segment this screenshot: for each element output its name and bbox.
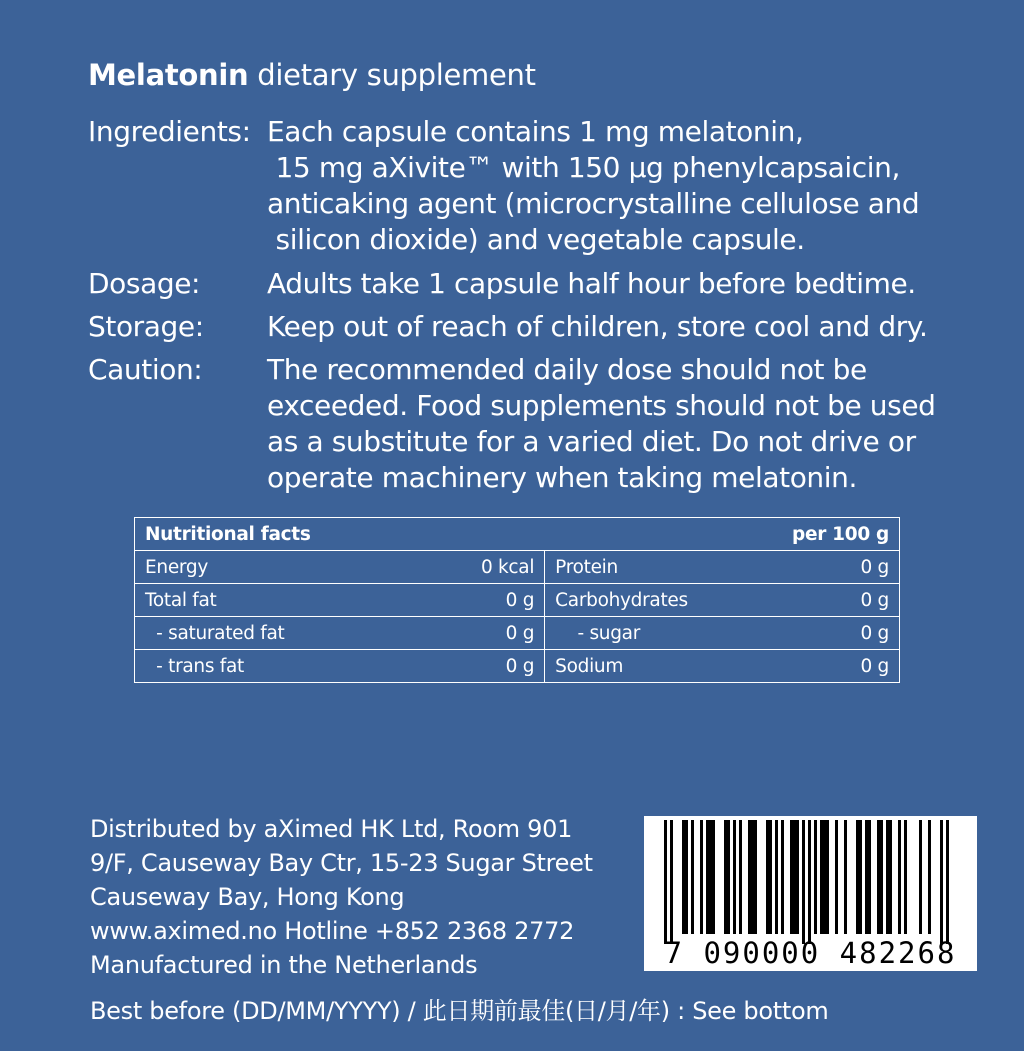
distributor-line: Causeway Bay, Hong Kong bbox=[90, 883, 405, 911]
nutrition-value: 0 kcal bbox=[415, 551, 544, 584]
barcode-bar bbox=[856, 820, 859, 934]
caution-line: exceeded. Food supplements should not be used bbox=[267, 389, 936, 422]
barcode-bar bbox=[889, 820, 892, 934]
barcode-bar bbox=[706, 820, 709, 934]
barcode-bar bbox=[835, 820, 838, 934]
caution-line: operate machinery when taking melatonin. bbox=[267, 461, 858, 494]
nutrition-value: 0 g bbox=[813, 584, 899, 617]
nutrition-title: Nutritional facts bbox=[145, 523, 311, 545]
barcode-bar bbox=[769, 820, 772, 934]
product-subtitle: dietary supplement bbox=[257, 58, 536, 92]
product-title bbox=[88, 56, 536, 94]
barcode-bar bbox=[727, 820, 730, 934]
barcode-bar bbox=[859, 820, 862, 934]
nutrition-label: - saturated fat bbox=[135, 617, 416, 650]
barcode-bar bbox=[709, 820, 712, 934]
ingredients-text bbox=[267, 114, 919, 258]
ingredients-line: silicon dioxide) and vegetable capsule. bbox=[267, 223, 805, 256]
nutrition-value: 0 g bbox=[415, 617, 544, 650]
barcode-bar bbox=[919, 820, 922, 934]
barcode-bar bbox=[739, 820, 742, 934]
nutrition-label: - sugar bbox=[545, 617, 814, 650]
barcode-bar bbox=[808, 820, 811, 944]
barcode-bar bbox=[685, 820, 688, 934]
barcode-bar bbox=[793, 820, 796, 934]
nutrition-value: 0 g bbox=[813, 551, 899, 584]
ingredients-line: anticaking agent (microcrystalline cellulose and bbox=[267, 187, 920, 220]
barcode-bar bbox=[775, 820, 778, 934]
barcode-bar bbox=[724, 820, 727, 934]
best-before: Best before (DD/MM/YYYY) / 此日期前最佳(日/月/年) : See bottom bbox=[90, 997, 829, 1025]
barcode-bar bbox=[868, 820, 871, 934]
distributor-line: www.aximed.no Hotline +852 2368 2772 bbox=[90, 917, 575, 945]
barcode-bar bbox=[748, 820, 751, 934]
nutrition-row bbox=[135, 551, 900, 584]
nutrition-per: per 100 g bbox=[792, 523, 889, 545]
barcode-bar bbox=[940, 820, 943, 944]
barcode-bar bbox=[712, 820, 715, 934]
caution-line: The recommended daily dose should not be bbox=[267, 353, 867, 386]
barcode-bar bbox=[814, 820, 817, 934]
nutrition-header-cell bbox=[135, 518, 900, 551]
nutrition-row bbox=[135, 650, 900, 683]
nutrition-label: Total fat bbox=[135, 584, 416, 617]
barcode-bar bbox=[733, 820, 736, 934]
nutrition-value: 0 g bbox=[415, 650, 544, 683]
barcode-bar bbox=[754, 820, 757, 934]
barcode bbox=[644, 816, 977, 971]
barcode-bar bbox=[796, 820, 799, 934]
barcode-bar bbox=[826, 820, 829, 934]
dosage-label: Dosage: bbox=[88, 267, 201, 300]
ingredients-line: Each capsule contains 1 mg melatonin, bbox=[267, 115, 804, 148]
barcode-bar bbox=[823, 820, 826, 934]
barcode-bar bbox=[877, 820, 880, 934]
nutrition-label: Sodium bbox=[545, 650, 814, 683]
nutrition-label: Energy bbox=[135, 551, 416, 584]
caution-text bbox=[267, 352, 936, 496]
product-name: Melatonin bbox=[88, 58, 249, 92]
barcode-bar bbox=[898, 820, 901, 934]
nutrition-label: Protein bbox=[545, 551, 814, 584]
distributor-line: Distributed by aXimed HK Ltd, Room 901 bbox=[90, 815, 573, 843]
dosage-text: Adults take 1 capsule half hour before bedtime. bbox=[267, 267, 916, 300]
barcode-bar bbox=[670, 820, 673, 944]
storage-text: Keep out of reach of children, store cool and dry. bbox=[267, 310, 928, 343]
barcode-bar bbox=[766, 820, 769, 934]
distributor-line: Manufactured in the Netherlands bbox=[90, 951, 478, 979]
nutrition-header-row bbox=[135, 518, 900, 551]
barcode-bar bbox=[700, 820, 703, 934]
nutrition-value: 0 g bbox=[813, 617, 899, 650]
nutrition-table bbox=[134, 517, 900, 683]
barcode-bar bbox=[865, 820, 868, 934]
barcode-bar bbox=[904, 820, 907, 934]
barcode-bar bbox=[691, 820, 694, 934]
caution-label: Caution: bbox=[88, 353, 203, 386]
barcode-bar bbox=[781, 820, 784, 934]
barcode-bar bbox=[880, 820, 883, 934]
storage-label: Storage: bbox=[88, 310, 204, 343]
caution-line: as a substitute for a varied diet. Do not drive or bbox=[267, 425, 916, 458]
barcode-number: 7 090000 482268 bbox=[664, 936, 957, 970]
barcode-bar bbox=[820, 820, 823, 934]
barcode-bars bbox=[644, 816, 977, 946]
distributor-line: 9/F, Causeway Bay Ctr, 15-23 Sugar Street bbox=[90, 849, 593, 877]
barcode-bar bbox=[844, 820, 847, 934]
nutrition-label: - trans fat bbox=[135, 650, 416, 683]
ingredients-label: Ingredients: bbox=[88, 115, 251, 148]
nutrition-row bbox=[135, 584, 900, 617]
barcode-bar bbox=[790, 820, 793, 934]
nutrition-label: Carbohydrates bbox=[545, 584, 814, 617]
barcode-bar bbox=[928, 820, 931, 934]
barcode-bar bbox=[751, 820, 754, 934]
nutrition-value: 0 g bbox=[415, 584, 544, 617]
ingredients-line: 15 mg aXivite™ with 150 µg phenylcapsaicin, bbox=[267, 151, 901, 184]
barcode-bar bbox=[946, 820, 949, 944]
nutrition-value: 0 g bbox=[813, 650, 899, 683]
nutrition-row bbox=[135, 617, 900, 650]
barcode-bar bbox=[682, 820, 685, 934]
barcode-bar bbox=[886, 820, 889, 934]
barcode-bar bbox=[664, 820, 667, 944]
barcode-bar bbox=[802, 820, 805, 944]
distributor-info bbox=[90, 812, 593, 982]
